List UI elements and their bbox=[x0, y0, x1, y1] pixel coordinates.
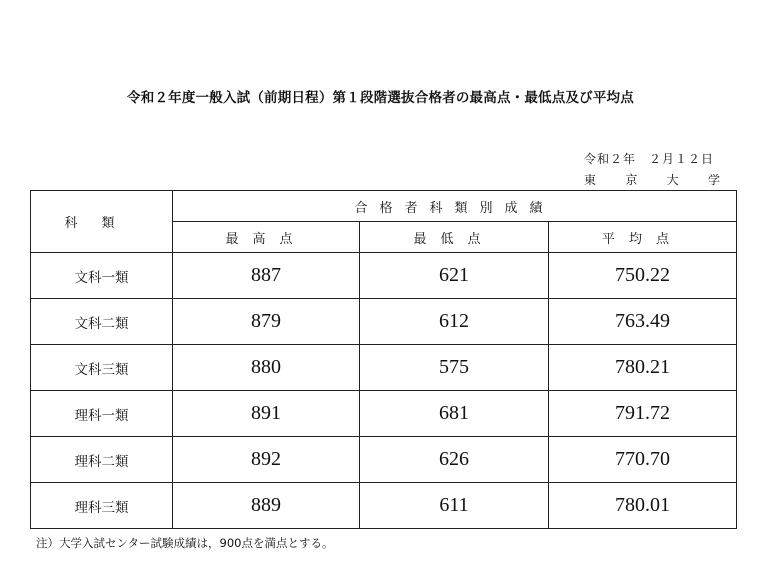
org-char: 東 bbox=[584, 173, 597, 187]
avg-score: 791.72 bbox=[549, 391, 737, 437]
min-score: 575 bbox=[360, 345, 549, 391]
min-score: 681 bbox=[360, 391, 549, 437]
table-row bbox=[31, 345, 737, 391]
max-score: 880 bbox=[173, 345, 360, 391]
row-label: 理科三類 bbox=[31, 483, 173, 529]
issue-date: 令和２年 ２月１２日 bbox=[584, 152, 715, 166]
max-score: 892 bbox=[173, 437, 360, 483]
org-char: 京 bbox=[625, 173, 638, 187]
col-header-avg: 平均点 bbox=[549, 222, 737, 253]
group-header: 合格者科類別成績 bbox=[173, 191, 737, 222]
col-header-max: 最高点 bbox=[173, 222, 360, 253]
max-score: 889 bbox=[173, 483, 360, 529]
avg-score: 763.49 bbox=[549, 299, 737, 345]
max-score: 879 bbox=[173, 299, 360, 345]
table-row bbox=[31, 437, 737, 483]
org-char: 大 bbox=[666, 173, 679, 187]
row-label: 理科一類 bbox=[31, 391, 173, 437]
row-label: 理科二類 bbox=[31, 437, 173, 483]
min-score: 626 bbox=[360, 437, 549, 483]
organization-name bbox=[584, 171, 720, 188]
table-row bbox=[31, 391, 737, 437]
row-label: 文科一類 bbox=[31, 253, 173, 299]
avg-score: 780.21 bbox=[549, 345, 737, 391]
avg-score: 770.70 bbox=[549, 437, 737, 483]
min-score: 621 bbox=[360, 253, 549, 299]
avg-score: 780.01 bbox=[549, 483, 737, 529]
row-label: 文科三類 bbox=[31, 345, 173, 391]
max-score: 887 bbox=[173, 253, 360, 299]
document-title: 令和２年度一般入試（前期日程）第１段階選抜合格者の最高点・最低点及び平均点 bbox=[127, 90, 634, 106]
category-header: 科類 bbox=[31, 191, 173, 253]
col-header-min: 最低点 bbox=[360, 222, 549, 253]
scores-table bbox=[30, 190, 737, 529]
table-row bbox=[31, 483, 737, 529]
footnote: 注）大学入試センター試験成績は，900点を満点とする。 bbox=[36, 536, 334, 550]
table-row bbox=[31, 253, 737, 299]
table-row bbox=[31, 299, 737, 345]
avg-score: 750.22 bbox=[549, 253, 737, 299]
org-char: 学 bbox=[707, 173, 720, 187]
row-label: 文科二類 bbox=[31, 299, 173, 345]
min-score: 612 bbox=[360, 299, 549, 345]
min-score: 611 bbox=[360, 483, 549, 529]
max-score: 891 bbox=[173, 391, 360, 437]
